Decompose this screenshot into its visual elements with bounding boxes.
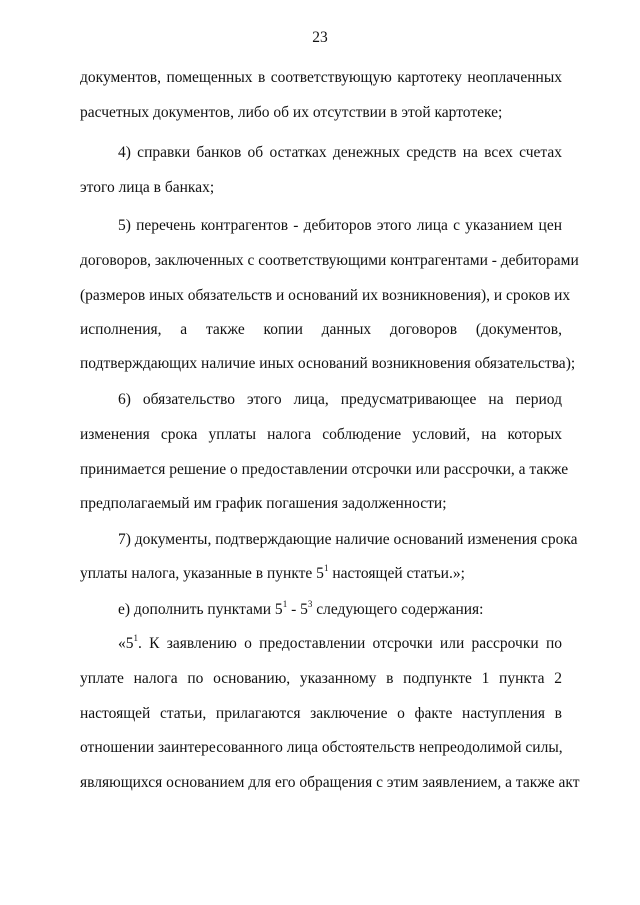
text-line: расчетных документов, либо об их отсутствии в этой картотеке;	[80, 104, 503, 121]
text-line: 5) перечень контрагентов - дебиторов этого лица с указанием цен	[118, 217, 562, 234]
text-line: договоров, заключенных с соответствующими контрагентами - дебиторами	[80, 252, 579, 269]
superscript: 1	[323, 562, 329, 573]
text-fragment: - 5	[287, 601, 308, 618]
text-fragment: следующего содержания:	[312, 601, 484, 618]
superscript: 1	[133, 632, 138, 643]
text-line	[118, 634, 562, 654]
page-number: 23	[312, 29, 328, 46]
text-line	[118, 600, 562, 620]
text-line: принимается решение о предоставлении отсрочки или рассрочки, а также	[80, 461, 569, 478]
text-line: подтверждающих наличие иных оснований возникновения обязательства);	[80, 355, 576, 372]
text-line	[80, 564, 562, 584]
text-fragment: е) дополнить пунктами 5	[118, 601, 283, 618]
text-fragment: «5	[118, 635, 134, 652]
text-line: этого лица в банках;	[80, 179, 215, 196]
text-line: 7) документы, подтверждающие наличие оснований изменения срока	[118, 531, 578, 548]
text-fragment: уплаты налога, указанные в пункте 5	[80, 565, 324, 582]
text-fragment: . К заявлению о предоставлении отсрочки или рассрочки по	[138, 635, 562, 652]
text-line: изменения срока уплаты налога соблюдение условий, на которых	[80, 426, 562, 443]
text-line: уплате налога по основанию, указанному в подпункте 1 пункта 2	[80, 670, 562, 687]
superscript: 3	[307, 598, 313, 609]
text-line: отношении заинтересованного лица обстоятельств непреодолимой силы,	[80, 739, 563, 756]
text-line: исполнения, а также копии данных договоров (документов,	[80, 321, 562, 338]
text-line: являющихся основанием для его обращения с этим заявлением, а также акт	[80, 774, 580, 791]
text-line: 4) справки банков об остатках денежных средств на всех счетах	[118, 144, 562, 161]
text-line: предполагаемый им график погашения задолженности;	[80, 495, 447, 512]
text-fragment: настоящей статьи.»;	[328, 565, 465, 582]
superscript: 1	[282, 598, 288, 609]
text-line: (размеров иных обязательств и оснований их возникновения), и сроков их	[80, 287, 571, 304]
text-line: документов, помещенных в соответствующую картотеку неоплаченных	[80, 69, 562, 86]
text-line: настоящей статьи, прилагаются заключение о факте наступления в	[80, 705, 562, 722]
text-line: 6) обязательство этого лица, предусматривающее на период	[118, 391, 562, 408]
